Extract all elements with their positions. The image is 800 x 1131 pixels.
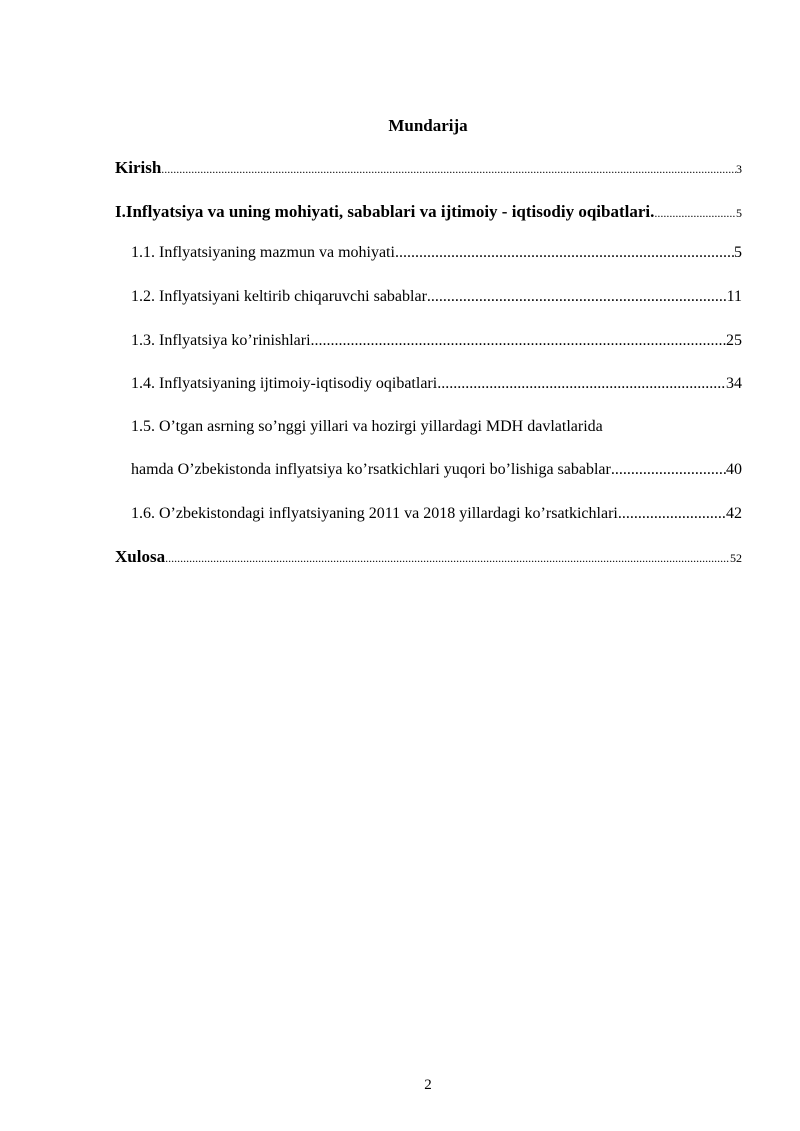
toc-entry-1-1[interactable] [131, 244, 742, 262]
toc-entry-1-3[interactable] [131, 332, 742, 350]
toc-entry-1-4[interactable] [131, 375, 742, 393]
dot-leader [395, 244, 734, 262]
toc-entry-label: I.Inflyatsiya va uning mohiyati, sabablari va ijtimoiy - iqtisodiy oqibatlari. [115, 202, 655, 221]
toc-entry-chapter-1[interactable] [115, 202, 742, 222]
dot-leader [161, 162, 736, 177]
toc-entry-page: 42 [726, 505, 742, 522]
toc-entry-page: 25 [726, 332, 742, 349]
toc-entry-page: 5 [734, 244, 742, 261]
toc-entry-1-6[interactable] [131, 505, 742, 523]
page-number: 2 [424, 1077, 432, 1093]
toc-entry-label: 1.6. O’zbekistondagi inflyatsiyaning 2011 va 2018 yillardagi ko’rsatkichlari [131, 505, 618, 522]
toc-entry-page: 3 [736, 162, 742, 176]
toc-entry-page: 11 [726, 288, 742, 305]
toc-entry-label: Kirish [115, 158, 162, 177]
toc-entry-label: 1.2. Inflyatsiyani keltirib chiqaruvchi sabablar [131, 288, 427, 305]
dot-leader [311, 332, 726, 350]
toc-entry-label: 1.1. Inflyatsiyaning mazmun va mohiyati [131, 244, 395, 261]
dot-leader [654, 206, 736, 221]
toc-entry-label: Xulosa [115, 547, 166, 566]
toc-entry-1-2[interactable] [131, 288, 742, 306]
toc-entry-page: 34 [726, 375, 742, 392]
toc-entry-1-5-line1[interactable]: 1.5. O’tgan asrning so’nggi yillari va hozirgi yillardagi MDH davlatlarida [131, 418, 603, 435]
toc-entry-label: 1.4. Inflyatsiyaning ijtimoiy-iqtisodiy oqibatlari [131, 375, 438, 392]
dot-leader [437, 375, 726, 393]
toc-entry-label: 1.3. Inflyatsiya ko’rinishlari [131, 332, 311, 349]
toc-entry-xulosa[interactable] [115, 547, 742, 567]
toc-entry-label: hamda O’zbekistonda inflyatsiya ko’rsatkichlari yuqori bo’lishiga sabablar [131, 461, 611, 478]
toc-title: Mundarija [388, 116, 468, 135]
dot-leader [427, 288, 727, 306]
dot-leader [618, 505, 726, 523]
toc-entry-1-5[interactable] [131, 461, 742, 479]
toc-entry-page: 52 [730, 551, 742, 565]
toc-entry-page: 5 [736, 206, 742, 220]
dot-leader [165, 551, 730, 566]
toc-entry-page: 40 [726, 461, 742, 478]
dot-leader [611, 461, 726, 479]
toc-entry-kirish[interactable] [115, 158, 742, 178]
